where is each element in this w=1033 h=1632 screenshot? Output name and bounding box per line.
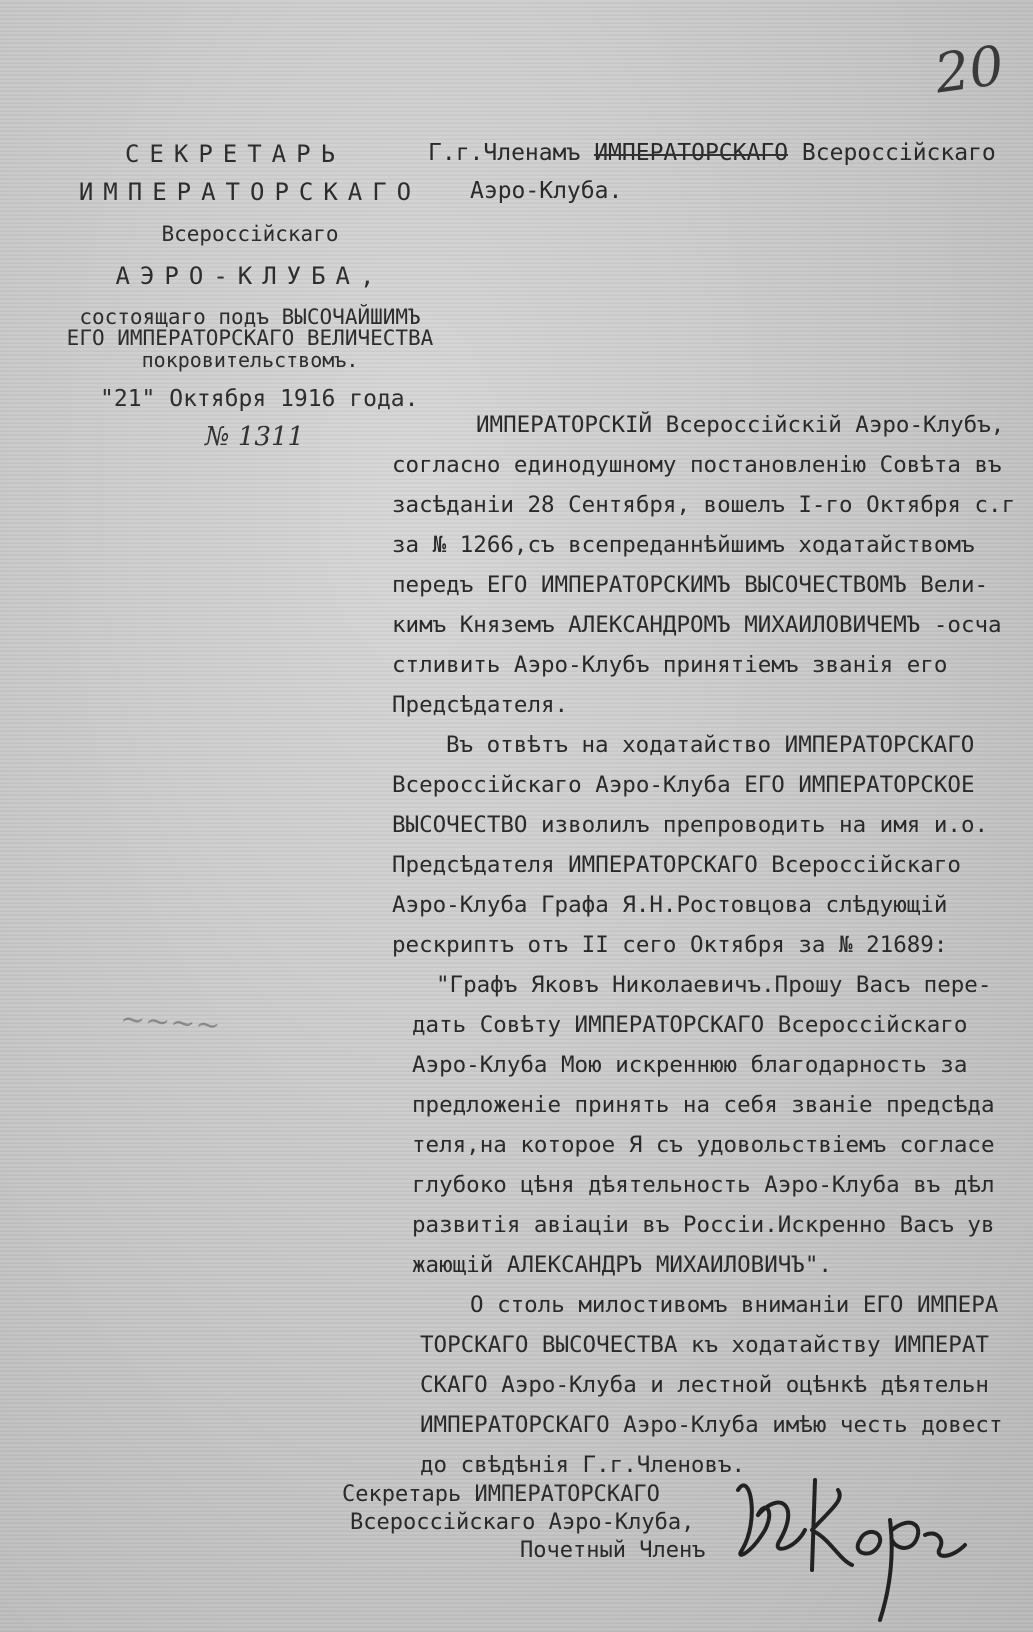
body-line: передъ ЕГО ИМПЕРАТОРСКИМЪ ВЫСОЧЕСТВОМЪ Вели-	[392, 572, 989, 598]
body-line: стливить Аэро-Клубъ принятіемъ званія его	[392, 652, 948, 678]
signature-title-1: Секретарь ИМПЕРАТОРСКАГО	[342, 1482, 660, 1507]
body-line: "Графъ Яковъ Николаевичъ.Прошу Васъ пере-	[436, 972, 992, 998]
body-line: согласно единодушному постановленію Совѣта въ	[392, 452, 1002, 478]
letterhead-title: СЕКРЕТАРЬ	[124, 140, 346, 168]
outgoing-number: № 1311	[205, 422, 305, 452]
body-line: ВЫСОЧЕСТВО изволилъ препроводить на имя и.о.	[392, 812, 989, 838]
body-line: развитія авіаціи въ Россіи.Искренно Васъ ув	[412, 1212, 995, 1238]
bleed-through-mark: ~~~~	[118, 1001, 222, 1044]
body-line: глубоко цѣня дѣятельность Аэро-Клуба въ дѣл	[412, 1172, 995, 1198]
body-line: ИМПЕРАТОРСКІЙ Всероссійскій Аэро-Клубъ,	[476, 412, 1005, 438]
body-line: СКАГО Аэро-Клуба и лестной оцѣнкѣ дѣятельн	[420, 1372, 989, 1398]
body-line: жающій АЛЕКСАНДРЪ МИХАИЛОВИЧЪ".	[412, 1252, 832, 1278]
addressee-prefix: Г.г.Членамъ	[428, 140, 581, 166]
body-line: Въ отвѣтъ на ходатайство ИМПЕРАТОРСКАГО	[446, 732, 975, 758]
page-number: 20	[930, 33, 1008, 106]
addressee-rest: Всероссійскаго	[801, 140, 996, 166]
letterhead-patronage-3: покровительствомъ.	[141, 348, 359, 372]
body-line: Всероссійскаго Аэро-Клуба ЕГО ИМПЕРАТОРСКОЕ	[392, 772, 975, 798]
body-line: Аэро-Клуба Графа Я.Н.Ростовцова слѣдующій	[392, 892, 948, 918]
letterhead-patronage-2: ЕГО ИМПЕРАТОРСКАГО ВЕЛИЧЕСТВА	[66, 326, 434, 350]
signature-title-2: Всероссійскаго Аэро-Клуба,	[350, 1510, 695, 1535]
body-line: дать Совѣту ИМПЕРАТОРСКАГО Всероссійскаго	[412, 1012, 968, 1038]
body-line: рескриптъ отъ II сего Октября за № 21689:	[392, 932, 948, 958]
body-line: ИМПЕРАТОРСКАГО Аэро-Клуба имѣю честь довест	[420, 1412, 1003, 1438]
body-line: О столь милостивомъ вниманіи ЕГО ИМПЕРА	[470, 1292, 999, 1318]
body-line: кимъ Княземъ АЛЕКСАНДРОМЪ МИХАИЛОВИЧЕМЪ -осча	[392, 612, 1002, 638]
body-line: ТОРСКАГО ВЫСОЧЕСТВА къ ходатайству ИМПЕРАТ	[420, 1332, 989, 1358]
letterhead-allrussian: Всероссійскаго	[161, 222, 339, 246]
body-line: Предсѣдателя ИМПЕРАТОРСКАГО Всероссійскаго	[392, 852, 961, 878]
body-line: Предсѣдателя.	[392, 692, 569, 718]
body-line: до свѣдѣнія Г.г.Членовъ.	[420, 1452, 746, 1478]
body-line: Аэро-Клуба Мою искреннюю благодарность за	[412, 1052, 968, 1078]
addressee-struck-word: ИМПЕРАТОРСКАГО	[594, 140, 789, 166]
body-line: за № 1266,съ всепреданнѣйшимъ ходатайствомъ	[392, 532, 975, 558]
letter-date: "21" Октября 1916 года.	[100, 386, 419, 412]
letterhead-imperial: ИМПЕРАТОРСКАГО	[78, 178, 422, 206]
addressee-line-1	[428, 140, 996, 166]
body-line: засѣданіи 28 Сентября, вошелъ I-го Октября с.г	[392, 492, 1016, 518]
letterhead-aeroclub: АЭРО-КЛУБА,	[115, 262, 385, 290]
addressee-line-2: Аэро-Клуба.	[470, 178, 623, 204]
handwritten-signature	[720, 1460, 990, 1625]
signature-title-3: Почетный Членъ	[520, 1538, 706, 1563]
body-line: предложеніе принять на себя званіе предсѣда	[412, 1092, 995, 1118]
letterhead-patronage-1: состоящаго подъ ВЫСОЧАЙШИМЪ	[79, 305, 421, 329]
body-line: теля,на которое Я съ удовольствіемъ согласе	[412, 1132, 995, 1158]
